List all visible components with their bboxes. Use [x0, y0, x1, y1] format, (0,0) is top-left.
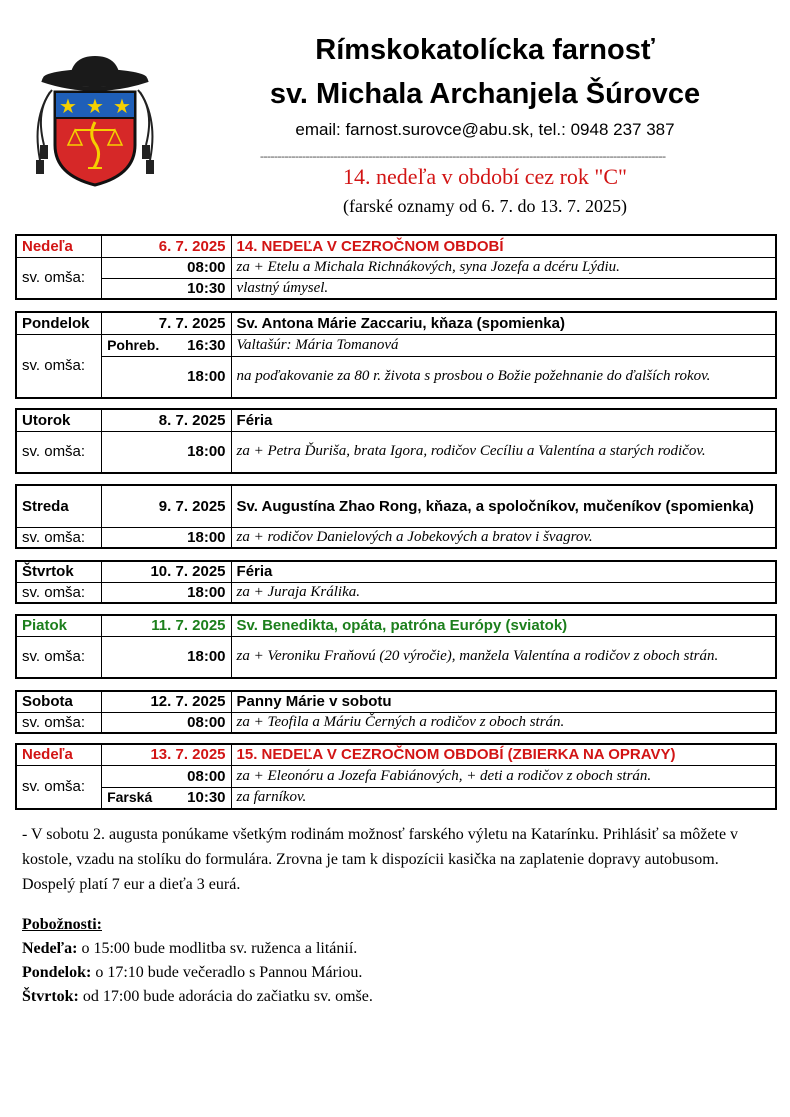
mass-time: 18:00 [187, 648, 226, 666]
mass-type: Pohreb. [107, 336, 160, 353]
day-name: Utorok [16, 409, 102, 431]
mass-time: 08:00 [187, 713, 226, 731]
mass-time: 18:00 [187, 443, 226, 461]
day-name: Štvrtok [16, 561, 102, 582]
mass-label: sv. omša: [16, 334, 102, 398]
mass-label: sv. omša: [16, 527, 102, 548]
day-date: 9. 7. 2025 [102, 485, 231, 527]
mass-time: 18:00 [187, 583, 226, 601]
mass-time: 08:00 [187, 259, 226, 276]
day-name: Pondelok [16, 312, 102, 334]
devotion-text: od 17:00 bude adorácia do začiatku sv. omše. [78, 988, 373, 1005]
mass-time: 18:00 [187, 528, 226, 546]
devotion-item [22, 985, 772, 1009]
mass-label: sv. omša: [16, 765, 102, 809]
day-table-wednesday [15, 484, 777, 549]
day-date: 12. 7. 2025 [102, 691, 231, 712]
announcement-text: - V sobotu 2. augusta ponúkame všetkým rodinám možnosť farského výletu na Katarínku. Prihlásiť sa môžete v kostole, vzadu na stolíku do formulára. Zrovna je tam k dispozícii kasička na zaplatenie dopravy autobusom. Dospelý platí 7 eur a dieťa 3 eurá. [22, 826, 739, 893]
day-table-friday [15, 614, 777, 679]
mass-time: 08:00 [187, 767, 226, 785]
day-date: 6. 7. 2025 [102, 235, 231, 257]
feast-title: Sv. Antona Márie Zaccariu, kňaza (spomienka) [231, 312, 776, 334]
mass-intention: za + Veroniku Fraňovú (20 výročie), manžela Valentína a rodičov z oboch strán. [231, 636, 776, 678]
feast-title: Sv. Benedikta, opáta, patróna Európy (sviatok) [231, 615, 776, 636]
parish-title: Rímskokatolícka farnosť [315, 34, 655, 66]
mass-intention: za + Teofila a Máriu Černých a rodičov z oboch strán. [231, 712, 776, 733]
day-date: 10. 7. 2025 [102, 561, 231, 582]
announcement-period: (farské oznamy od 6. 7. do 13. 7. 2025) [343, 196, 627, 216]
devotions-title: Pobožnosti: [22, 916, 102, 933]
mass-time: 16:30 [187, 336, 226, 354]
feast-title: Féria [231, 409, 776, 431]
day-name: Piatok [16, 615, 102, 636]
separator-line: -------------------------------------------------------------------------------------------------------------------- [260, 149, 666, 163]
svg-text:★: ★ [86, 96, 104, 118]
mass-type: Farská [107, 789, 153, 806]
feast-title: 15. NEDEĽA V CEZROČNOM OBDOBÍ (ZBIERKA NA OPRAVY) [231, 744, 776, 765]
feast-title: Féria [231, 561, 776, 582]
devotion-text: o 17:10 bude večeradlo s Pannou Máriou. [91, 964, 363, 981]
parish-coat-of-arms-icon [30, 50, 160, 190]
mass-time: 10:30 [187, 279, 226, 297]
mass-label: sv. omša: [16, 431, 102, 473]
feast-title: Panny Márie v sobotu [231, 691, 776, 712]
feast-title: Sv. Augustína Zhao Rong, kňaza, a spoločníkov, mučeníkov (spomienka) [231, 485, 776, 527]
day-table-tuesday [15, 408, 777, 474]
day-table-thursday [15, 560, 777, 604]
mass-intention: za + Juraja Králika. [231, 582, 776, 603]
mass-label: sv. omša: [16, 636, 102, 678]
day-table-monday [15, 311, 777, 399]
mass-label: sv. omša: [16, 257, 102, 299]
devotion-text: o 15:00 bude modlitba sv. ruženca a litánií. [77, 940, 358, 957]
mass-intention: za + Petra Ďuriša, brata Igora, rodičov Cecíliu a Valentína a starých rodičov. [231, 431, 776, 473]
mass-intention: za + Etelu a Michala Richnákových, syna Jozefa a dcéru Lýdiu. [231, 257, 776, 278]
day-date: 7. 7. 2025 [102, 312, 231, 334]
parish-subtitle: sv. Michala Archanjela Šúrovce [269, 78, 701, 110]
mass-intention: za + Eleonóru a Jozefa Fabiánových, + deti a rodičov z oboch strán. [231, 765, 776, 787]
mass-time: 10:30 [187, 789, 226, 807]
day-date: 8. 7. 2025 [102, 409, 231, 431]
sunday-title: 14. nedeľa v období cez rok "C" [342, 164, 628, 189]
devotion-day: Nedeľa: [22, 940, 78, 957]
devotion-day: Štvrtok: [22, 988, 79, 1005]
announcement-note [22, 822, 772, 897]
day-table-sunday-2 [15, 743, 777, 810]
mass-label: sv. omša: [16, 582, 102, 603]
mass-intention: vlastný úmysel. [231, 278, 776, 299]
mass-label: sv. omša: [16, 712, 102, 733]
day-table-sunday-1 [15, 234, 777, 300]
devotion-item [22, 961, 772, 985]
contact-info: email: farnost.surovce@abu.sk, tel.: 0948 237 387 [295, 120, 675, 139]
feast-title: 14. NEDEĽA V CEZROČNOM OBDOBÍ [231, 235, 776, 257]
mass-time: 18:00 [187, 368, 226, 386]
day-table-saturday [15, 690, 777, 734]
day-date: 13. 7. 2025 [102, 744, 231, 765]
mass-intention: za + rodičov Danielových a Jobekových a bratov i švagrov. [231, 527, 776, 548]
devotion-day: Pondelok: [22, 964, 92, 981]
mass-intention: za farníkov. [231, 787, 776, 809]
day-name: Nedeľa [16, 235, 102, 257]
devotions-section [22, 913, 772, 1009]
svg-text:★: ★ [113, 96, 131, 118]
day-name: Sobota [16, 691, 102, 712]
mass-intention: Valtašúr: Mária Tomanová [231, 334, 776, 356]
day-name: Streda [16, 485, 102, 527]
day-date: 11. 7. 2025 [102, 615, 231, 636]
svg-text:★: ★ [59, 96, 77, 118]
mass-intention: na poďakovanie za 80 r. života s prosbou o Božie požehnanie do ďalších rokov. [231, 356, 776, 398]
devotion-item [22, 937, 772, 961]
day-name: Nedeľa [16, 744, 102, 765]
